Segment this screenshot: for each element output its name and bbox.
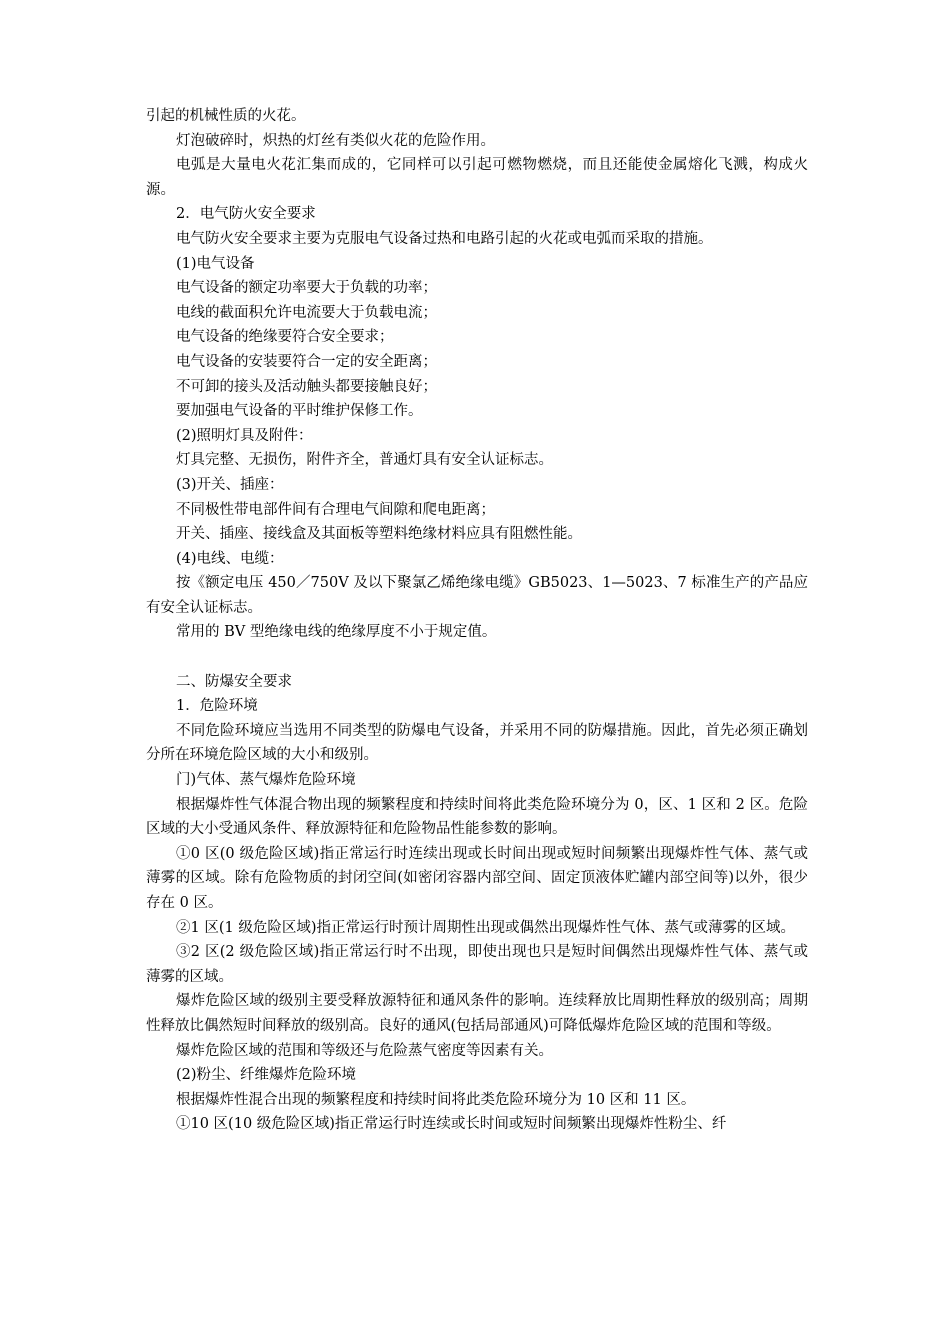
paragraph: 电弧是大量电火花汇集而成的，它同样可以引起可燃物燃烧，而且还能使金属熔化飞溅，构成火源。: [146, 157, 808, 198]
subsection-heading: 门)气体、蒸气爆炸危险环境: [176, 772, 356, 789]
list-item: 要加强电气设备的平时维护保修工作。: [176, 403, 423, 420]
paragraph: 根据爆炸性混合出现的频繁程度和持续时间将此类危险环境分为 10 区和 11 区。: [176, 1091, 696, 1108]
list-item: 灯具完整、无损伤，附件齐全，普通灯具有安全认证标志。: [176, 452, 553, 469]
blank-line: [146, 645, 808, 670]
list-item: 电线的截面积允许电流要大于负载电流；: [176, 304, 437, 321]
paragraph: 常用的 BV 型绝缘电线的绝缘厚度不小于规定值。: [176, 624, 497, 641]
list-item: 电气设备的绝缘要符合安全要求；: [176, 329, 394, 346]
subsection-heading: 1．危险环境: [176, 698, 258, 715]
paragraph: 按《额定电压 450／750V 及以下聚氯乙烯绝缘电缆》GB5023、1—5023、7 标准生产的产品应有安全认证标志。: [146, 575, 808, 616]
subsection-heading: (1)电气设备: [176, 255, 255, 272]
paragraph: 不同危险环境应当选用不同类型的防爆电气设备，并采用不同的防爆措施。因此，首先必须正确划分所在环境危险区域的大小和级别。: [146, 722, 808, 764]
paragraph: 爆炸危险区域的级别主要受释放源特征和通风条件的影响。连续释放比周期性释放的级别高；周期性释放比偶然短时间释放的级别高。良好的通风(包括局部通风)可降低爆炸危险区域的范围和等级。: [146, 993, 808, 1034]
list-item: ①10 区(10 级危险区域)指正常运行时连续或长时间或短时间频繁出现爆炸性粉尘、纤: [176, 1116, 727, 1133]
paragraph: 灯泡破碎时，炽热的灯丝有类似火花的危险作用。: [176, 132, 495, 149]
paragraph: 爆炸危险区域的范围和等级还与危险蒸气密度等因素有关。: [176, 1042, 553, 1059]
subsection-heading: (2)照明灯具及附件：: [176, 427, 313, 444]
list-item: 不可卸的接头及活动触头都要接触良好；: [176, 378, 437, 395]
list-item: ②1 区(1 级危险区域)指正常运行时预计周期性出现或偶然出现爆炸性气体、蒸气或薄雾的区域。: [176, 919, 795, 936]
paragraph: 引起的机械性质的火花。: [146, 108, 306, 124]
subsection-heading: (2)粉尘、纤维爆炸危险环境: [176, 1067, 357, 1084]
list-item: ③2 区(2 级危险区域)指正常运行时不出现，即使出现也只是短时间偶然出现爆炸性气体、蒸气或薄雾的区域。: [146, 944, 808, 985]
paragraph: 电气防火安全要求主要为克服电气设备过热和电路引起的火花或电弧而采取的措施。: [176, 230, 713, 247]
subsection-heading: (4)电线、电缆：: [176, 550, 284, 567]
list-item: 不同极性带电部件间有合理电气间隙和爬电距离；: [176, 501, 495, 518]
list-item: ①0 区(0 级危险区域)指正常运行时连续出现或长时间出现或短时间频繁出现爆炸性气体、蒸气或薄雾的区域。除有危险物质的封闭空间(如密闭容器内部空间、固定顶液体贮罐内部空间等)以外，很少存在 0 区。: [146, 845, 808, 911]
list-item: 电气设备的额定功率要大于负载的功率；: [176, 280, 437, 297]
section-heading: 二、防爆安全要求: [176, 673, 292, 690]
document-body: [146, 104, 808, 1137]
subsection-heading: (3)开关、插座：: [176, 476, 284, 493]
section-heading: 2．电气防火安全要求: [176, 206, 316, 223]
list-item: 电气设备的安装要符合一定的安全距离；: [176, 353, 437, 370]
paragraph: 根据爆炸性气体混合物出现的频繁程度和持续时间将此类危险环境分为 0，区、1 区和 2 区。危险区域的大小受通风条件、释放源特征和危险物品性能参数的影响。: [146, 796, 808, 838]
list-item: 开关、插座、接线盒及其面板等塑料绝缘材料应具有阻燃性能。: [176, 526, 582, 543]
